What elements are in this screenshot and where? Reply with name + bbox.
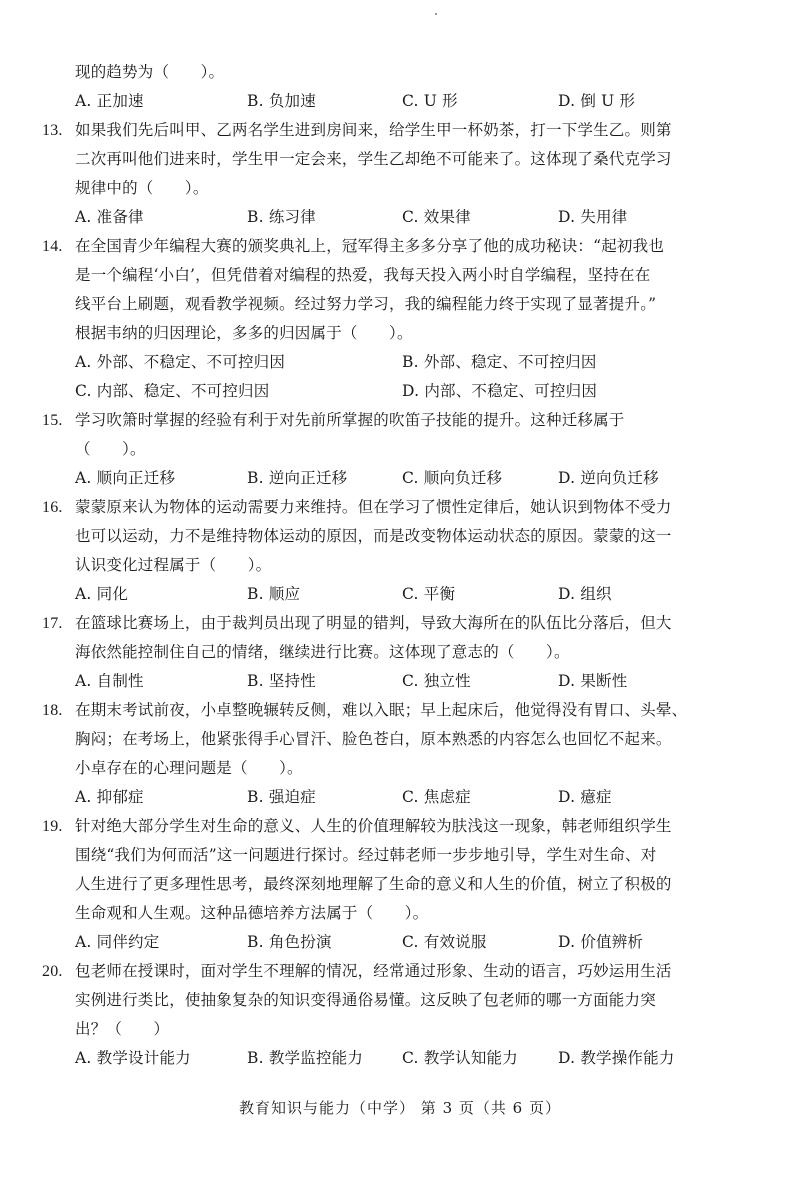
- question-text-line: 学习吹箫时掌握的经验有利于对先前所掌握的吹笛子技能的提升。这种迁移属于: [75, 411, 625, 429]
- option-b: B. 逆向正迁移: [247, 469, 348, 487]
- option-d: D. 价值辨析: [558, 933, 644, 951]
- option-c: C. 内部、稳定、不可控归因: [75, 382, 270, 400]
- question-options-row: [42, 928, 742, 957]
- scan-speck: [435, 13, 437, 15]
- option-c: C. 平衡: [402, 585, 456, 603]
- question-text-line: （ ）。: [75, 440, 146, 458]
- option-c: C. 效果律: [402, 208, 471, 226]
- question-20-line: [42, 957, 742, 986]
- option-d: D. 癔症: [558, 788, 612, 806]
- question-19-line: [42, 812, 742, 841]
- question-number: 18.: [42, 702, 63, 719]
- question-16-line: [42, 522, 742, 551]
- question-text-line: 现的趋势为（ ）。: [75, 63, 225, 81]
- question-text-line: 认识变化过程属于（ ）。: [75, 556, 272, 574]
- option-d: D. 倒 U 形: [558, 92, 636, 110]
- option-b: B. 练习律: [247, 208, 316, 226]
- option-b: B. 外部、稳定、不可控归因: [402, 353, 597, 371]
- question-text-line: 根据韦纳的归因理论，多多的归因属于（ ）。: [75, 324, 413, 342]
- question-text-line: 生命观和人生观。这种品德培养方法属于（ ）。: [75, 904, 429, 922]
- question-options-row: [42, 783, 742, 812]
- page-footer: 教育知识与能力（中学） 第 3 页（共 6 页）: [239, 1099, 561, 1117]
- question-15-line: [42, 406, 742, 435]
- question-16-line: [42, 493, 742, 522]
- question-text-line: 在期末考试前夜，小卓整晚辗转反侧，难以入眠；早上起床后，他觉得没有胃口、头晕、: [75, 701, 688, 719]
- option-b: B. 负加速: [247, 92, 316, 110]
- option-d: D. 逆向负迁移: [558, 469, 659, 487]
- option-a: A. 同伴约定: [75, 933, 160, 951]
- option-b: B. 教学监控能力: [247, 1049, 364, 1067]
- question-number: 19.: [42, 818, 63, 835]
- option-d: D. 失用律: [558, 208, 628, 226]
- option-d: D. 组织: [558, 585, 612, 603]
- question-text-line: 是一个编程‘小白’，但凭借着对编程的热爱，我每天投入两小时自学编程，坚持在在: [75, 266, 651, 284]
- question-text-line: 规律中的（ ）。: [75, 179, 209, 197]
- question-18-line: [42, 754, 742, 783]
- option-a: A. 顺向正迁移: [75, 469, 176, 487]
- question-18-line: [42, 725, 742, 754]
- question-options-row: [42, 203, 742, 232]
- question-number: 17.: [42, 615, 63, 632]
- question-14-line: [42, 290, 742, 319]
- question-options-row: [42, 1044, 742, 1073]
- option-d: D. 果断性: [558, 672, 628, 690]
- question-text-line: 二次再叫他们进来时，学生甲一定会来，学生乙却绝不可能来了。这体现了桑代克学习: [75, 150, 672, 168]
- option-d: D. 教学操作能力: [558, 1049, 675, 1067]
- question-12-continuation: [42, 58, 742, 87]
- question-text-line: 蒙蒙原来认为物体的运动需要力来维持。但在学习了惯性定律后，她认识到物体不受力: [75, 498, 672, 516]
- question-14-line: [42, 232, 742, 261]
- question-text-line: 小卓存在的心理问题是（ ）。: [75, 759, 303, 777]
- option-c: C. 独立性: [402, 672, 471, 690]
- question-number: 13.: [42, 122, 63, 139]
- option-b: B. 坚持性: [247, 672, 316, 690]
- question-text-line: 针对绝大部分学生对生命的意义、人生的价值理解较为肤浅这一现象，韩老师组织学生: [75, 817, 672, 835]
- option-b: B. 强迫症: [247, 788, 316, 806]
- option-a: A. 正加速: [75, 92, 144, 110]
- question-text-line: 胸闷；在考场上，他紧张得手心冒汗、脸色苍白，原本熟悉的内容怎么也回忆不起来。: [75, 730, 672, 748]
- question-number: 15.: [42, 412, 63, 429]
- question-20-line: [42, 986, 742, 1015]
- question-18-line: [42, 696, 742, 725]
- question-20-line: [42, 1015, 742, 1044]
- option-b: B. 顺应: [247, 585, 301, 603]
- question-options-row: [42, 580, 742, 609]
- question-17-line: [42, 609, 742, 638]
- question-text-line: 包老师在授课时，面对学生不理解的情况，经常通过形象、生动的语言，巧妙运用生活: [75, 962, 672, 980]
- option-a: A. 准备律: [75, 208, 144, 226]
- question-17-line: [42, 638, 742, 667]
- question-12-options: [42, 87, 742, 116]
- option-a: A. 同化: [75, 585, 129, 603]
- option-a: A. 外部、不稳定、不可控归因: [75, 353, 286, 371]
- option-c: C. 有效说服: [402, 933, 487, 951]
- question-text-line: 在篮球比赛场上，由于裁判员出现了明显的错判，导致大海所在的队伍比分落后，但大: [75, 614, 672, 632]
- question-13-line: [42, 174, 742, 203]
- question-text-line: 实例进行类比，使抽象复杂的知识变得通俗易懂。这反映了包老师的哪一方面能力突: [75, 991, 656, 1009]
- question-19-line: [42, 899, 742, 928]
- option-a: A. 教学设计能力: [75, 1049, 191, 1067]
- option-c: C. 教学认知能力: [402, 1049, 518, 1067]
- question-text-line: 在全国青少年编程大赛的颁奖典礼上，冠军得主多多分享了他的成功秘诀：“起初我也: [75, 237, 665, 255]
- question-16-line: [42, 551, 742, 580]
- question-number: 20.: [42, 963, 63, 980]
- question-options-row: [42, 377, 742, 406]
- question-19-line: [42, 841, 742, 870]
- question-13-line: [42, 116, 742, 145]
- question-text-line: 如果我们先后叫甲、乙两名学生进到房间来，给学生甲一杯奶茶，打一下学生乙。则第: [75, 121, 672, 139]
- question-options-row: [42, 348, 742, 377]
- question-text-line: 出？（ ）: [75, 1020, 170, 1038]
- option-c: C. U 形: [402, 92, 458, 110]
- option-a: A. 抑郁症: [75, 788, 144, 806]
- question-list: [42, 58, 742, 1073]
- question-options-row: [42, 667, 742, 696]
- question-text-line: 也可以运动，力不是维持物体运动的原因，而是改变物体运动状态的原因。蒙蒙的这一: [75, 527, 672, 545]
- question-number: 16.: [42, 499, 63, 516]
- question-text-line: 人生进行了更多理性思考，最终深刻地理解了生命的意义和人生的价值，树立了积极的: [75, 875, 672, 893]
- question-14-line: [42, 261, 742, 290]
- option-a: A. 自制性: [75, 672, 144, 690]
- option-c: C. 焦虑症: [402, 788, 471, 806]
- option-b: B. 角色扮演: [247, 933, 332, 951]
- option-d: D. 内部、不稳定、可控归因: [402, 382, 598, 400]
- option-c: C. 顺向负迁移: [402, 469, 503, 487]
- question-text-line: 海依然能控制住自己的情绪，继续进行比赛。这体现了意志的（ ）。: [75, 643, 570, 661]
- question-options-row: [42, 464, 742, 493]
- question-15-line: [42, 435, 742, 464]
- question-text-line: 围绕“我们为何而活”这一问题进行探讨。经过韩老师一步步地引导，学生对生命、对: [75, 846, 657, 864]
- question-19-line: [42, 870, 742, 899]
- question-number: 14.: [42, 238, 63, 255]
- question-text-line: 线平台上刷题，观看教学视频。经过努力学习，我的编程能力终于实现了显著提升。”: [75, 295, 657, 313]
- question-13-line: [42, 145, 742, 174]
- question-14-line: [42, 319, 742, 348]
